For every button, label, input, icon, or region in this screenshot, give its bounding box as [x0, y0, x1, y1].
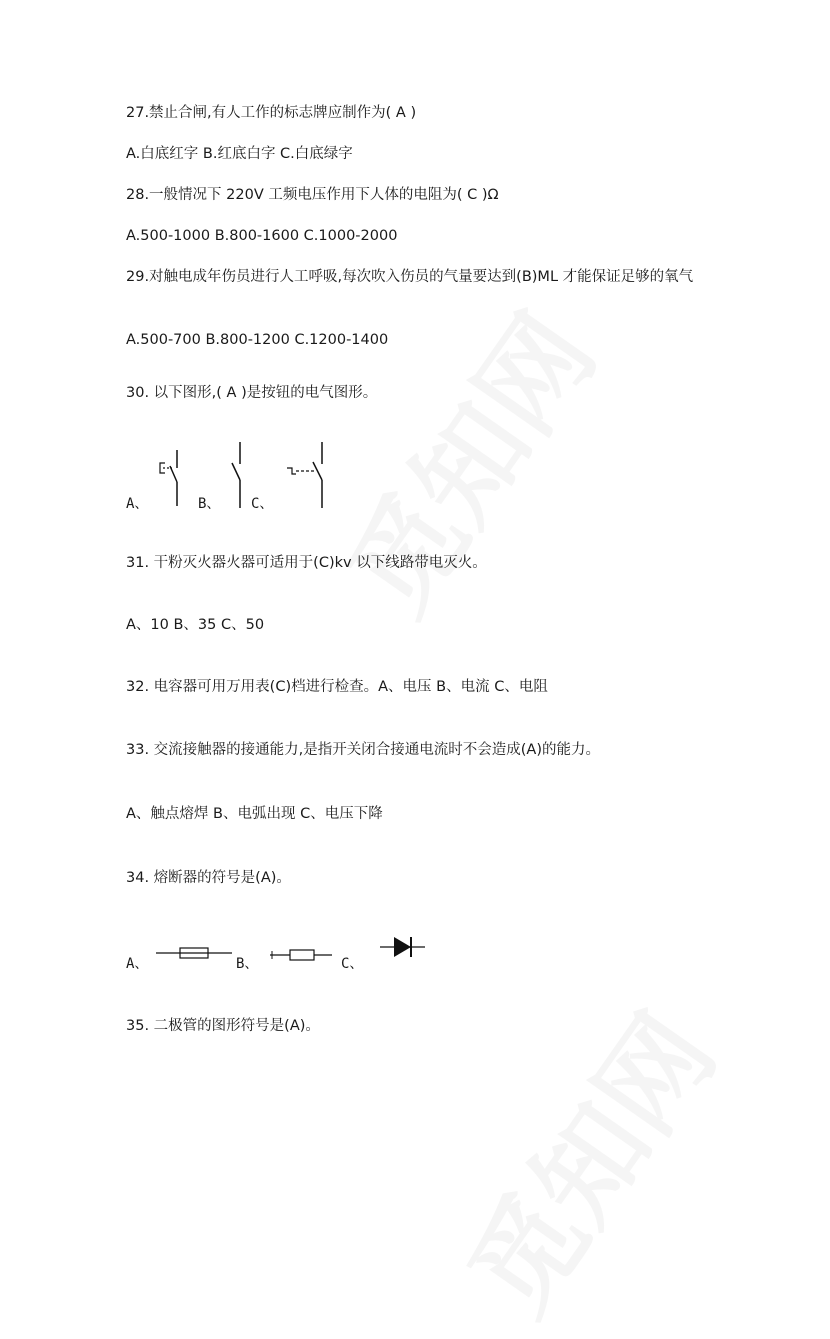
question-29-options: A.500-700 B.800-1200 C.1200-1400 — [126, 332, 389, 348]
fuse-icon — [156, 943, 234, 963]
dashed-actuator-switch-icon — [282, 440, 332, 510]
question-27: 27.禁止合闸,有人工作的标志牌应制作为( A ) — [126, 105, 417, 121]
pushbutton-switch-icon — [150, 440, 190, 510]
question-31: 31. 干粉灭火器火器可适用于(C)kv 以下线路带电灭火。 — [126, 555, 487, 571]
resistor-icon — [270, 945, 332, 965]
diode-icon — [380, 934, 426, 960]
question-28-options: A.500-1000 B.800-1600 C.1000-2000 — [126, 228, 398, 244]
watermark — [426, 979, 745, 1339]
question-32: 32. 电容器可用万用表(C)档进行检查。A、电压 B、电流 C、电阻 — [126, 679, 548, 695]
q30-option-c-label: C、 — [251, 496, 274, 512]
q34-option-b-label: B、 — [236, 956, 259, 972]
question-33-options: A、触点熔焊 B、电弧出现 C、电压下降 — [126, 806, 383, 822]
question-29: 29.对触电成年伤员进行人工呼吸,每次吹入伤员的气量要达到(B)ML 才能保证足够的氧气 — [126, 269, 694, 285]
q30-option-b-label: B、 — [198, 496, 221, 512]
question-33: 33. 交流接触器的接通能力,是指开关闭合接通电流时不会造成(A)的能力。 — [126, 742, 601, 758]
question-27-options: A.白底红字 B.红底白字 C.白底绿字 — [126, 146, 353, 162]
question-30: 30. 以下图形,( A )是按钮的电气图形。 — [126, 385, 378, 401]
question-34: 34. 熔断器的符号是(A)。 — [126, 870, 291, 886]
q34-option-a-label: A、 — [126, 956, 149, 972]
question-31-options: A、10 B、35 C、50 — [126, 617, 265, 633]
question-35: 35. 二极管的图形符号是(A)。 — [126, 1018, 320, 1034]
q34-option-c-label: C、 — [341, 956, 364, 972]
q30-option-a-label: A、 — [126, 496, 149, 512]
question-28: 28.一般情况下 220V 工频电压作用下人体的电阻为( C )Ω — [126, 187, 499, 203]
